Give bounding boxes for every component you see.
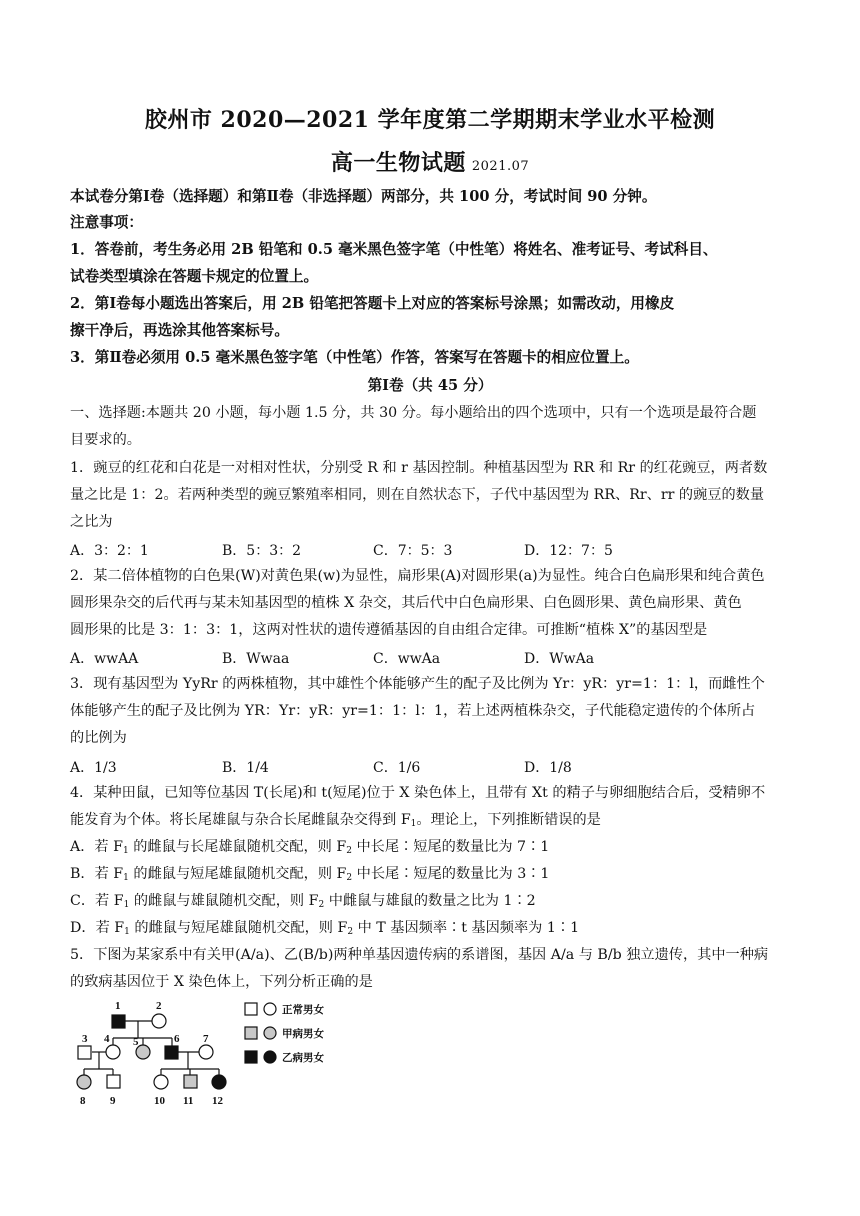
q2-line3: 圆形果的比是 3：1：3：1，这两对性状的遗传遵循基因的自由组合定律。可推断“植株 X”的基因型是	[70, 622, 708, 638]
pedigree-legend	[245, 1003, 276, 1063]
q2-line1: 2．某二倍体植物的白色果(W)对黄色果(w)为显性，扁形果(A)对圆形果(a)为显性。纯合白色扁形果和纯合黄色	[70, 568, 765, 584]
q3-line2: 体能够产生的配子及比例为 YR：Yr：yR：yr=1：1：l：1，若上述两植株杂交，子代能稳定遗传的个体所占	[70, 703, 756, 719]
q1-line3: 之比为	[70, 514, 113, 530]
pedigree-label-5: 5	[133, 1036, 139, 1048]
legend-disease-a: 甲病男女	[282, 1028, 324, 1040]
q4-option-c: C．若 $F_1$ 的雌鼠与雄鼠随机交配，则 $F_2$ 中雌鼠与雄鼠的数量之比为 1∶2	[70, 893, 536, 910]
q4-option-b: B．若 $F_1$ 的雌鼠与短尾雄鼠随机交配，则 $F_2$ 中长尾∶短尾的数量比为 3∶1	[70, 866, 550, 883]
q4-line1: 4．某种田鼠，已知等位基因 T(长尾)和 t(短尾)位于 X 染色体上，且带有 Xt 的精子与卵细胞结合后，受精卵不	[70, 785, 766, 801]
pedigree-label-3: 3	[82, 1033, 88, 1045]
pedigree-diagram	[70, 994, 370, 1114]
legend-disease-b: 乙病男女	[282, 1052, 324, 1064]
q3-option-a: A．1/3	[70, 760, 117, 776]
section-desc-line2: 目要求的。	[70, 432, 141, 448]
q1-option-c: C．7：5：3	[373, 543, 453, 559]
pedigree-label-9: 9	[110, 1095, 116, 1107]
q3-option-b: B．1/4	[222, 760, 269, 776]
notice-item-1-line2: 试卷类型填涂在答题卡规定的位置上。	[70, 268, 319, 285]
pedigree-label-6: 6	[174, 1033, 180, 1045]
q3-line1: 3．现有基因型为 YyRr 的两株植物，其中雄性个体能够产生的配子及比例为 Yr：yR：yr=1：1：l，而雌性个	[70, 676, 765, 692]
pedigree-label-2: 2	[156, 1000, 162, 1012]
section-title: 第Ⅰ卷（共 45 分）	[367, 377, 493, 394]
exam-subtitle	[0, 146, 860, 177]
notice-item-3: 3．第Ⅱ卷必须用 0.5 毫米黑色签字笔（中性笔）作答，答案写在答题卡的相应位置上。	[70, 349, 639, 366]
pedigree-label-10: 10	[154, 1095, 165, 1107]
pedigree-label-8: 8	[80, 1095, 86, 1107]
pedigree-label-12: 12	[212, 1095, 223, 1107]
q4-option-a: A．若 $F_1$ 的雌鼠与长尾雄鼠随机交配，则 $F_2$ 中长尾∶短尾的数量比为 7∶1	[70, 839, 550, 856]
intro-text: 本试卷分第Ⅰ卷（选择题）和第Ⅱ卷（非选择题）两部分，共 100 分，考试时间 90 分钟。	[70, 188, 657, 205]
q3-option-d: D．1/8	[524, 760, 572, 776]
pedigree-label-4: 4	[104, 1033, 110, 1045]
notice-title: 注意事项：	[70, 214, 143, 231]
pedigree-label-1: 1	[115, 1000, 121, 1012]
q1-option-d: D．12：7：5	[524, 543, 613, 559]
exam-title: 胶州市 2020—2021 学年度第二学期期末学业水平检测	[144, 107, 716, 133]
q3-line3: 的比例为	[70, 730, 127, 746]
subject-title: 高一生物试题	[330, 150, 466, 176]
q5-line1: 5．下图为某家系中有关甲(A/a)、乙(B/b)两种单基因遗传病的系谱图，基因 A/a 与 B/b 独立遗传，其中一种病	[70, 947, 769, 963]
q4-option-d: D．若 $F_1$ 的雌鼠与短尾雄鼠随机交配，则 $F_2$ 中 T 基因频率∶t 基因频率为 1∶1	[70, 920, 580, 937]
q1-option-a: A．3：2：1	[70, 543, 149, 559]
legend-normal: 正常男女	[282, 1004, 324, 1016]
section-desc-line1: 一、选择题:本题共 20 小题，每小题 1.5 分，共 30 分。每小题给出的四个选项中，只有一个选项是最符合题	[70, 405, 757, 421]
q2-option-a: A．wwAA	[70, 651, 139, 667]
q1-line1: 1．豌豆的红花和白花是一对相对性状，分别受 R 和 r 基因控制。种植基因型为 RR 和 Rr 的红花豌豆，两者数	[70, 460, 768, 476]
q1-line2: 量之比是 1：2。若两种类型的豌豆繁殖率相同，则在自然状态下，子代中基因型为 RR、Rr、rr 的豌豆的数量	[70, 487, 765, 503]
q2-line2: 圆形果杂交的后代再与某未知基因型的植株 X 杂交，其后代中白色扁形果、白色圆形果、黄色扁形果、黄色	[70, 595, 742, 611]
notice-item-1-line1: 1．答卷前，考生务必用 2B 铅笔和 0.5 毫米黑色签字笔（中性笔）将姓名、准考证号、考试科目、	[70, 241, 718, 258]
pedigree-label-7: 7	[203, 1033, 209, 1045]
q2-option-b: B．Wwaa	[222, 651, 290, 667]
q3-option-c: C．1/6	[373, 760, 421, 776]
notice-item-2-line1: 2．第Ⅰ卷每小题选出答案后，用 2B 铅笔把答题卡上对应的答案标号涂黑；如需改动，用橡皮	[70, 295, 675, 312]
q5-line2: 的致病基因位于 X 染色体上，下列分析正确的是	[70, 974, 373, 990]
q4-line2: 能发育为个体。将长尾雄鼠与杂合长尾雌鼠杂交得到 $F_1$。理论上，下列推断错误的是	[70, 812, 601, 829]
q1-option-b: B．5：3：2	[222, 543, 302, 559]
notice-item-2-line2: 擦干净后，再选涂其他答案标号。	[70, 322, 289, 339]
pedigree-label-11: 11	[183, 1095, 194, 1107]
exam-date: 2021.07	[471, 159, 530, 174]
q2-option-c: C．wwAa	[373, 651, 441, 667]
q2-option-d: D．WwAa	[524, 651, 595, 667]
